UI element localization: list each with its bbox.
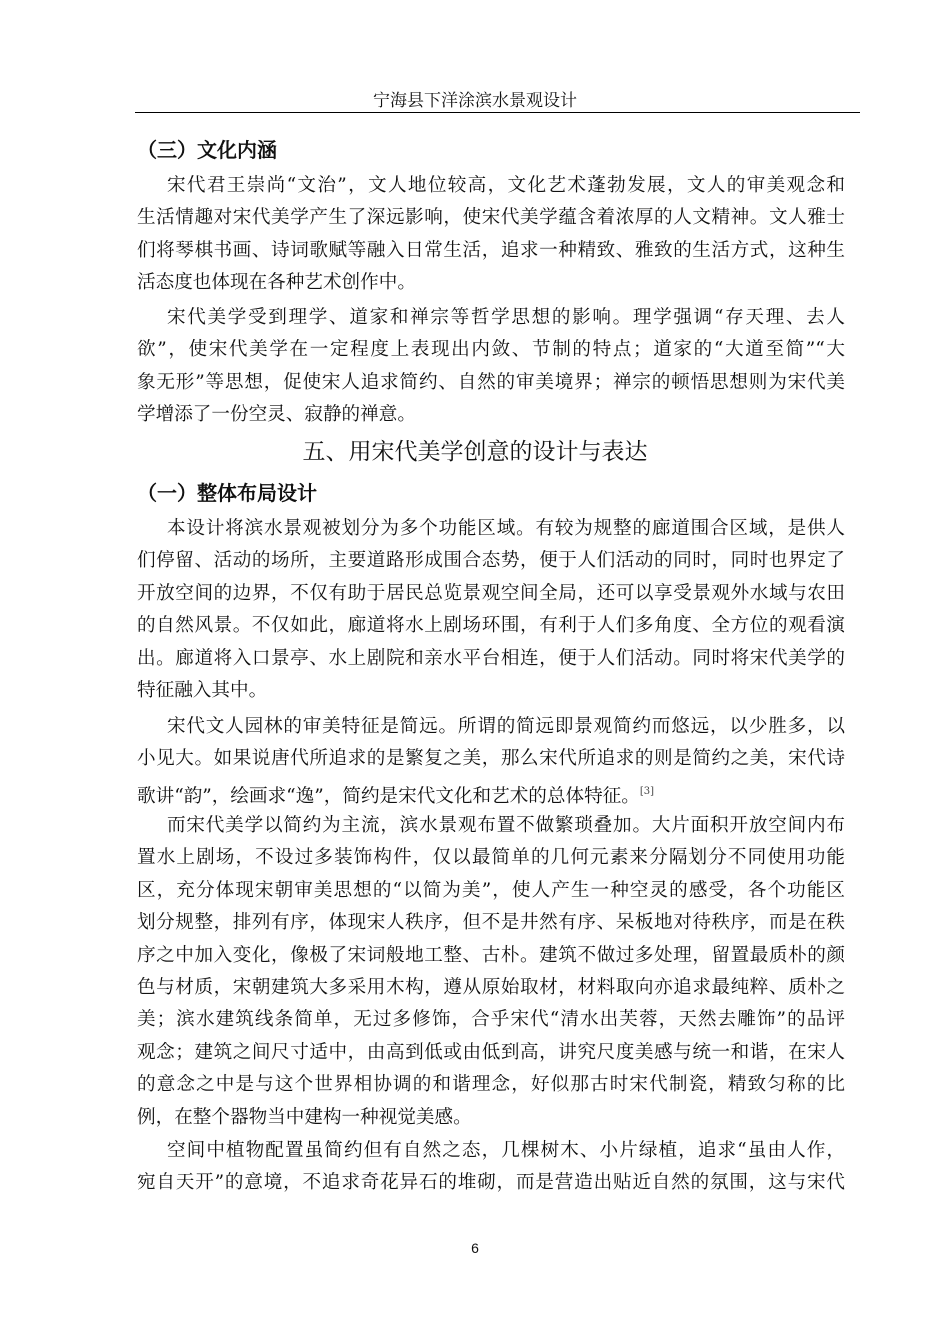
line-text: 们停留、活动的场所，主要道路形成围合态势，便于人们活动的同时，同时也界定了 — [137, 550, 845, 572]
paragraph-line — [137, 235, 845, 267]
line-text: 宋代美学受到理学、道家和禅宗等哲学思想的影响。理学强调“存天理、去人 — [167, 307, 845, 328]
line-text: 美；滨水建筑线条简单，无过多修饰，合乎宋代“清水出芙蓉，天然去雕饰”的品评 — [137, 1009, 845, 1031]
paragraph-line — [137, 1037, 845, 1069]
line-text: 学增添了一份空灵、寂静的禅意。 — [137, 404, 416, 426]
running-header-title: 宁海县下洋涂滨水景观设计 — [373, 91, 577, 111]
line-text: 空间中植物配置虽简约但有自然之态，几棵树木、小片绿植，追求“虽由人作， — [167, 1140, 845, 1161]
paragraph-line — [137, 578, 845, 610]
line-text: 色与材质，宋朝建筑大多采用木构，遵从原始取材，材料取向亦追求最纯粹、质朴之 — [137, 976, 845, 998]
header-divider — [135, 112, 860, 113]
paragraph-line — [137, 842, 845, 874]
line-text: 歌讲“韵”，绘画求“逸”，简约是宋代文化和艺术的总体特征。 — [137, 785, 640, 807]
paragraph-line — [137, 1167, 845, 1199]
paragraph — [137, 170, 845, 300]
paragraph-line — [137, 267, 845, 299]
paragraph-line — [137, 1069, 845, 1101]
line-text: 区，充分体现宋朝审美思想的“以简为美”，使人产生一种空灵的感受，各个功能区 — [137, 879, 845, 901]
line-text: 象无形”等思想，促使宋人追求简约、自然的审美境界；禅宗的顿悟思想则为宋代美 — [137, 371, 845, 393]
section-heading-layout: （一）整体布局设计 — [137, 481, 317, 505]
paragraph-line — [137, 545, 845, 577]
paragraph — [137, 810, 845, 1134]
line-text: 出。廊道将入口景亭、水上剧院和亲水平台相连，便于人们活动。同时将宋代美学的 — [137, 647, 845, 669]
line-text: 例，在整个器物当中建构一种视觉美感。 — [137, 1106, 472, 1128]
line-text: 们将琴棋书画、诗词歌赋等融入日常生活，追求一种精致、雅致的生活方式，这种生 — [137, 239, 845, 261]
line-text: 特征融入其中。 — [137, 679, 268, 701]
paragraph-line — [137, 940, 845, 972]
paragraph — [137, 711, 845, 808]
paragraph-line — [137, 513, 845, 545]
paragraph-line — [137, 399, 845, 431]
paragraph — [137, 1135, 845, 1200]
line-text: 小见大。如果说唐代所追求的是繁复之美，那么宋代所追求的则是简约之美，宋代诗 — [137, 748, 845, 770]
paragraph-line — [137, 675, 845, 707]
paragraph-line — [137, 711, 845, 743]
line-text: 活态度也体现在各种艺术创作中。 — [137, 272, 416, 294]
line-text: 置水上剧场，不设过多装饰构件，仅以最简单的几何元素来分隔划分不同使用功能 — [137, 847, 845, 869]
paragraph-line — [137, 170, 845, 202]
paragraph — [137, 302, 845, 432]
paragraph-line — [137, 643, 845, 675]
line-text: 观念；建筑之间尺寸适中，由高到低或由低到高，讲究尺度美感与统一和谐，在宋人 — [137, 1041, 845, 1063]
paragraph — [137, 513, 845, 707]
line-text: 的意念之中是与这个世界相协调的和谐理念，好似那古时宋代制瓷，精致匀称的比 — [137, 1074, 845, 1096]
line-text: 开放空间的边界，不仅有助于居民总览景观空间全局，还可以享受景观外水域与农田 — [137, 582, 845, 604]
paragraph-line — [137, 367, 845, 399]
line-text: 生活情趣对宋代美学产生了深远影响，使宋代美学蕴含着浓厚的人文精神。文人雅士 — [137, 207, 845, 229]
section-heading-culture: （三）文化内涵 — [137, 138, 277, 162]
paragraph-line — [137, 610, 845, 642]
line-text: 欲”，使宋代美学在一定程度上表现出内敛、节制的特点；道家的“大道至简”“大 — [137, 339, 845, 361]
line-text: 的自然风景。不仅如此，廊道将水上剧场环围，有利于人们多角度、全方位的观看演 — [137, 615, 845, 637]
line-text: 宋代文人园林的审美特征是简远。所谓的简远即景观简约而悠远，以少胜多，以 — [167, 716, 845, 737]
paragraph-line — [137, 743, 845, 775]
chapter-heading: 五、用宋代美学创意的设计与表达 — [302, 439, 648, 465]
paragraph-line — [137, 334, 845, 366]
paragraph-line — [137, 972, 845, 1004]
paragraph-line — [137, 875, 845, 907]
citation-ref: [3] — [639, 785, 655, 797]
paragraph-line — [137, 1102, 845, 1134]
paragraph-line — [137, 1004, 845, 1036]
line-text: 而宋代美学以简约为主流，滨水景观布置不做繁琐叠加。大片面积开放空间内布 — [167, 815, 845, 836]
line-text: 序之中加入变化，像极了宋词般地工整、古朴。建筑不做过多处理，留置最质朴的颜 — [137, 944, 845, 966]
paragraph-line — [137, 907, 845, 939]
paragraph-line — [137, 202, 845, 234]
line-text: 宛自天开”的意境，不追求奇花异石的堆砌，而是营造出贴近自然的氛围，这与宋代 — [137, 1172, 845, 1194]
line-text: 划分规整，排列有序，体现宋人秩序，但不是井然有序、呆板地对待秩序，而是在秩 — [137, 912, 845, 934]
line-text: 本设计将滨水景观被划分为多个功能区域。有较为规整的廊道围合区域，是供人 — [167, 518, 845, 539]
paragraph-line — [137, 810, 845, 842]
paragraph-line — [137, 776, 845, 808]
paragraph-line — [137, 1135, 845, 1167]
line-text: 宋代君王崇尚“文治”，文人地位较高，文化艺术蓬勃发展，文人的审美观念和 — [167, 175, 845, 196]
page-number: 6 — [471, 1240, 479, 1256]
paragraph-line — [137, 302, 845, 334]
